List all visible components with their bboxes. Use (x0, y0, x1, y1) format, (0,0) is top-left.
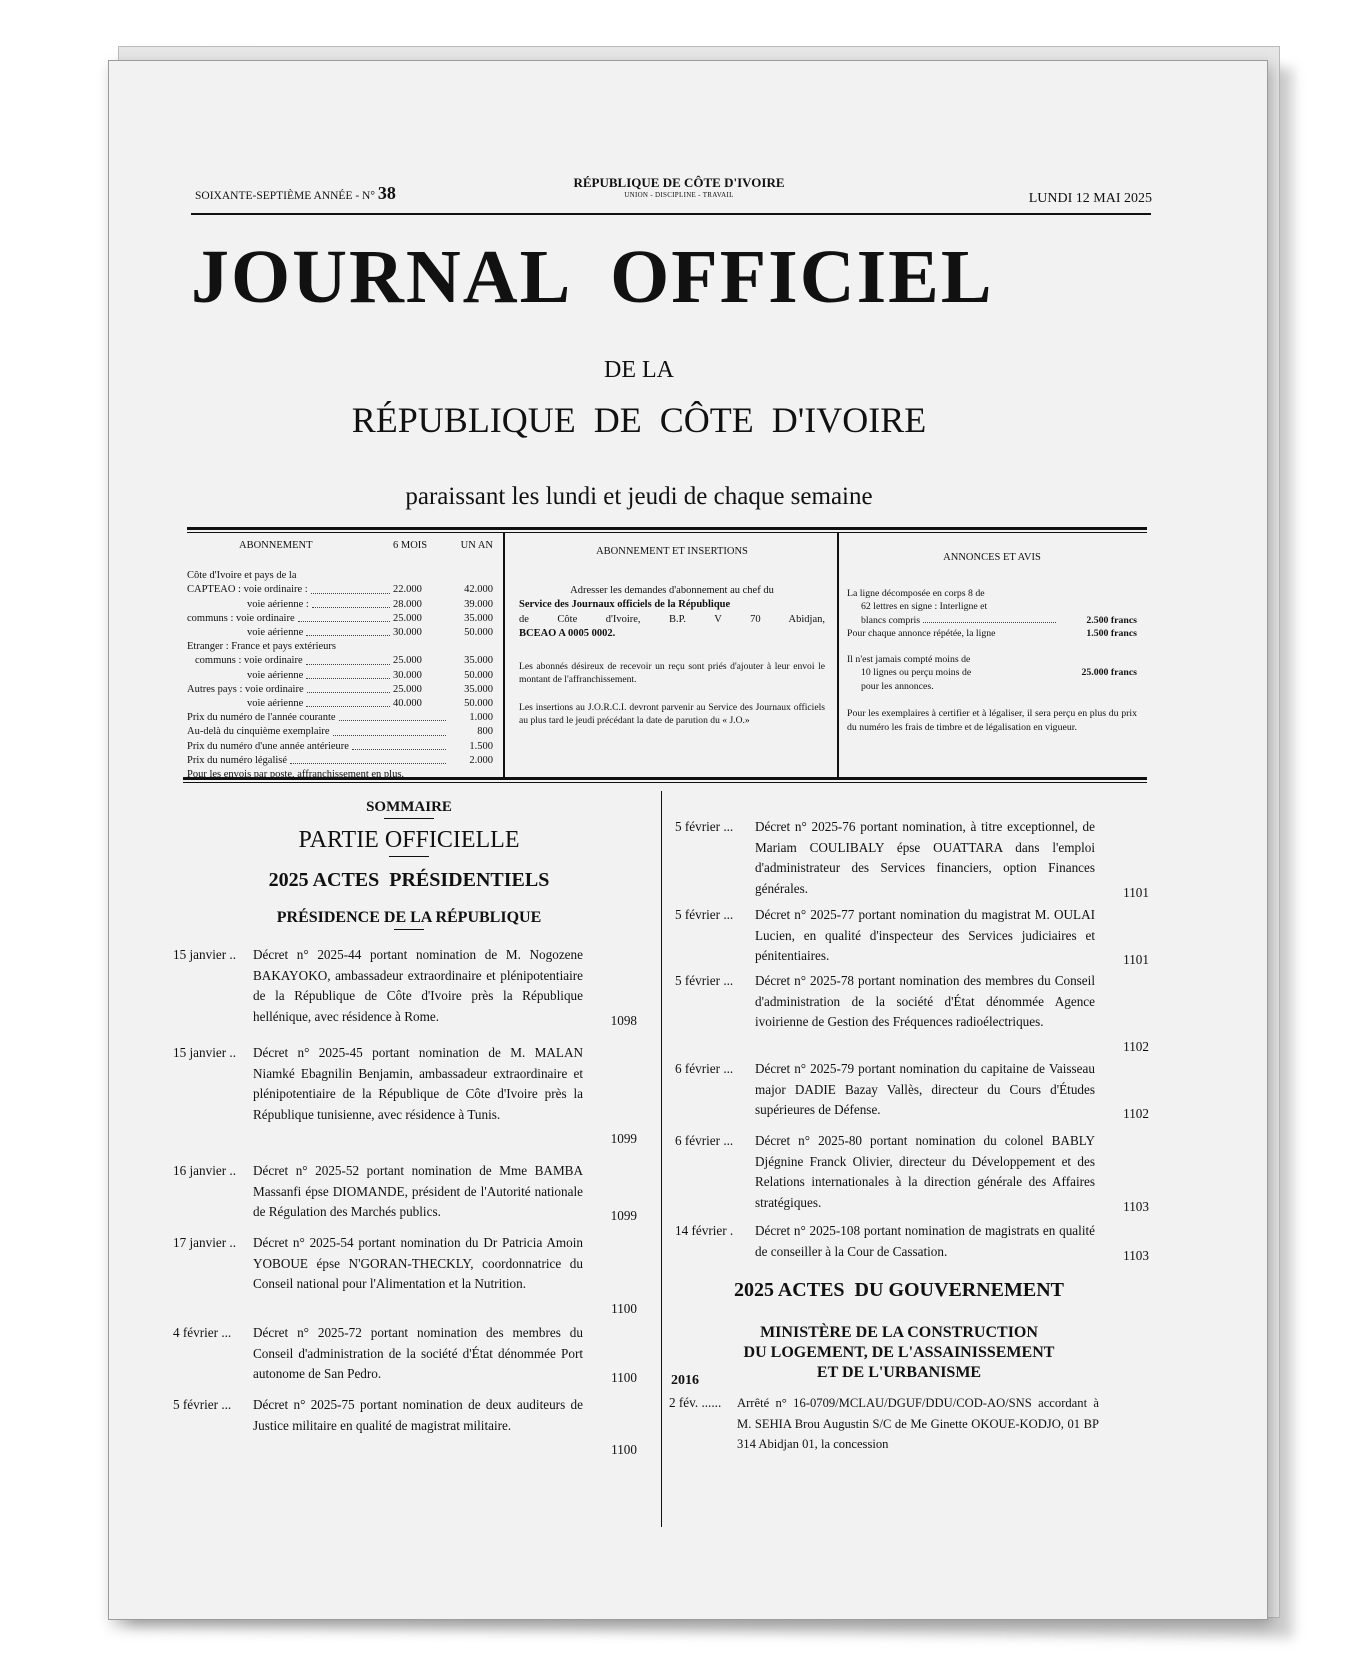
abonnement-prices (187, 711, 493, 768)
abonnement-row (187, 598, 493, 612)
journal-page (108, 60, 1268, 1620)
abonnement-row-1an: 50.000 (464, 627, 493, 639)
abonnement-row (187, 612, 493, 626)
toc-entry-date: 6 février ... (675, 1133, 734, 1148)
abonnement-row-label: communs : voie ordinaire (195, 655, 303, 667)
republic-motto: UNION - DISCIPLINE - TRAVAIL (624, 191, 734, 199)
abonnement-row (187, 640, 493, 654)
toc-entry-page: 1099 (610, 1131, 637, 1146)
annonces-v3: 25.000 francs (1081, 667, 1137, 678)
annonces-v1: 2.500 francs (1086, 614, 1137, 626)
insertions-p1d: BCEAO A 0005 0002. (519, 628, 616, 639)
insertions-p1b: Service des Journaux officiels de la République (519, 599, 731, 610)
annonces-l5: Il n'est jamais compté moins de (847, 653, 971, 665)
price-value: 800 (477, 726, 493, 738)
partie-officielle: PARTIE OFFICIELLE (298, 827, 520, 853)
abonnement-row-6mois: 30.000 (393, 627, 422, 639)
info-divider-2 (837, 533, 839, 777)
toc-entry-page: 1101 (1123, 884, 1149, 900)
annonces-l1: La ligne décomposée en corps 8 de (847, 587, 985, 599)
header-rule (191, 213, 1151, 215)
toc-entry-date: 15 janvier .. (173, 1045, 236, 1060)
toc-entry-date: 15 janvier .. (173, 947, 236, 962)
insertions-p1c: de Côte d'Ivoire, B.P. V 70 Abidjan, (519, 613, 825, 625)
abonnement-row-6mois (393, 640, 449, 654)
year-2016: 2016 (671, 1373, 699, 1388)
toc-entry-text: Décret n° 2025-72 portant nomination des membres du Conseil d'administration de la société d'État dénommée Port autonome de San Pedro. (253, 1325, 583, 1381)
title-country: RÉPUBLIQUE DE CÔTE D'IVOIRE (351, 400, 927, 440)
toc-entry-text: Décret n° 2025-79 portant nomination du capitaine de Vaisseau major DADIE Bazay Vallès, directeur du Cours d'Études supérieures de Défense. (755, 1061, 1095, 1117)
republic-name: RÉPUBLIQUE DE CÔTE D'IVOIRE (573, 175, 785, 190)
insertions-p1a: Adresser les demandes d'abonnement au chef du (570, 584, 774, 596)
annonces-l4: Pour chaque annonce répétée, la ligne (847, 628, 996, 639)
abonnement-table (187, 539, 493, 782)
abonnement-row-6mois: 28.000 (393, 598, 422, 610)
insertions-p3: Les insertions au J.O.R.C.I. devront parvenir au Service des Journaux officiels au plus tard le jeudi précédant la date de parution du « J.O.» (519, 701, 825, 726)
price-label: Au-delà du cinquième exemplaire (187, 726, 330, 738)
abonnement-row-label: voie aérienne : (247, 598, 309, 610)
toc-entry-text: Décret n° 2025-54 portant nomination du Dr Patricia Amoin YOBOUE épse N'GORAN-THECKLY, coordonnatrice du Conseil national pour l'Alimentation et la Nutrition. (253, 1235, 583, 1291)
toc-entry-text: Décret n° 2025-75 portant nomination de deux auditeurs de Justice militaire en qualité de magistrat militaire. (253, 1397, 583, 1433)
publication-tagline: paraissant les lundi et jeudi de chaque semaine (405, 483, 873, 510)
abonnement-header (187, 539, 493, 553)
ministere-line-2: DU LOGEMENT, DE L'ASSAINISSEMENT (743, 1344, 1055, 1361)
toc-entry-text: Décret n° 2025-108 portant nomination de magistrats en qualité de conseiller à la Cour de Cassation. (755, 1223, 1095, 1259)
price-value: 2.000 (469, 754, 493, 766)
abonnement-row-label: CAPTEAO : voie ordinaire : (187, 584, 308, 596)
toc-entry-text: Décret n° 2025-52 portant nomination de Mme BAMBA Massanfi épse DIOMANDE, président de l'Autorité nationale de Régulation des Marchés publics. (253, 1163, 583, 1219)
presidence-wrap (209, 909, 609, 930)
issue-date: LUNDI 12 MAI 2025 (1028, 191, 1152, 206)
actes-gouvernement: 2025 ACTES DU GOUVERNEMENT (733, 1279, 1065, 1301)
abonnement-row (187, 626, 493, 640)
toc-entry-date: 17 janvier .. (173, 1235, 236, 1250)
ministere-line-1: MINISTÈRE DE LA CONSTRUCTION (760, 1324, 1038, 1341)
abonnement-row-1an: 50.000 (464, 698, 493, 710)
abonnement-row (187, 583, 493, 597)
abonnement-row-1an: 42.000 (464, 584, 493, 596)
sommaire-title: SOMMAIRE (366, 799, 452, 815)
ministere-line-3: ET DE L'URBANISME (816, 1364, 982, 1381)
year-label-text: SOIXANTE-SEPTIÈME ANNÉE - N° (195, 190, 375, 202)
price-label: Prix du numéro d'une année antérieure (187, 740, 349, 752)
price-row (187, 754, 493, 768)
toc-entry-page: 1100 (611, 1370, 637, 1385)
presidence-heading: PRÉSIDENCE DE LA RÉPUBLIQUE (276, 909, 542, 926)
abonnement-row-1an (449, 640, 493, 654)
toc-entry-text: Décret n° 2025-80 portant nomination du colonel BABLY Djégnine Franck Olivier, directeur du Développement et des Relations internationales à la direction générale des Affaires stratégiques. (755, 1133, 1095, 1210)
toc-entry-text: Décret n° 2025-76 portant nomination, à titre exceptionnel, de Mariam COULIBALY épse OUATTARA dans l'emploi d'administrateur des Services financiers, option Finances générales. (755, 819, 1095, 896)
journal-title: JOURNAL OFFICIEL (191, 235, 994, 319)
toc-entry-text: Décret n° 2025-45 portant nomination de M. MALAN Niamké Ebagnilin Benjamin, ambassadeur extraordinaire et plénipotentiaire de la République de Côte d'Ivoire près la République tunisienne, avec résidence à Tunis. (253, 1045, 583, 1122)
abonnement-row-label: voie aérienne (247, 698, 304, 710)
toc-entry-page: 1100 (611, 1442, 637, 1457)
title-de-la: DE LA (604, 357, 674, 383)
insertions-p2: Les abonnés désireux de recevoir un reçu sont priés d'ajouter à leur envoi le montant de l'affranchissement. (519, 660, 825, 685)
toc-entry-date: 5 février ... (675, 819, 734, 834)
abonnement-row-label: Etranger : France et pays extérieurs (187, 641, 336, 653)
price-row (187, 711, 493, 725)
partie-officielle-wrap (209, 827, 609, 857)
toc-entry-page: 1102 (1123, 1038, 1149, 1054)
abonnement-rows (187, 569, 493, 711)
year-label (195, 183, 396, 204)
abonnement-row-6mois: 22.000 (393, 584, 422, 596)
price-row (187, 740, 493, 754)
insertions-block (519, 545, 825, 728)
annonces-l6: 10 lignes ou perçu moins de (861, 667, 972, 678)
toc-entry-text: Décret n° 2025-78 portant nomination des membres du Conseil d'administration de la société d'État dénommée Agence ivoirienne de Gestion des Fréquences radioélectriques. (755, 973, 1095, 1029)
info-divider-1 (503, 533, 505, 777)
abonnement-row-1an: 35.000 (464, 655, 493, 667)
abonnement-row-label: communs : voie ordinaire (187, 612, 295, 624)
price-label: Prix du numéro de l'année courante (187, 712, 336, 724)
abonnement-row-6mois: 25.000 (393, 612, 422, 624)
annonces-head: ANNONCES ET AVIS (943, 552, 1041, 563)
annonces-block (847, 551, 1137, 734)
ministere-block (689, 1323, 1109, 1383)
abonnement-row-label: Côte d'Ivoire et pays de la (187, 570, 297, 582)
toc-entry-page: 1103 (1123, 1198, 1149, 1214)
toc-entry-date: 14 février . (675, 1223, 734, 1238)
last-entry-text: Arrêté n° 16-0709/MCLAU/DGUF/DDU/COD-AO/SNS accordant à M. SEHIA Brou Augustin S/C de Me Ginette OKOUE-KODJO, 01 BP 314 Abidjan 01, la concession (737, 1396, 1099, 1451)
issue-number: 38 (377, 183, 396, 203)
toc-entry-date: 5 février ... (675, 973, 734, 988)
annonces-l2: 62 lettres en signe : Interligne et (861, 601, 988, 612)
toc-column-divider (661, 791, 662, 1527)
toc-entry-page: 1098 (610, 1012, 637, 1028)
toc-entry-page: 1099 (610, 1208, 637, 1223)
sommaire-title-wrap (259, 799, 559, 819)
price-label: Prix du numéro légalisé (187, 754, 288, 766)
toc-entry-date: 6 février ... (675, 1061, 734, 1076)
toc-entry-date: 5 février ... (675, 907, 734, 922)
abonnement-row-label: Autres pays : voie ordinaire (187, 683, 304, 695)
price-value: 1.500 (469, 740, 493, 752)
abonnement-row-6mois: 25.000 (393, 655, 422, 667)
abonnement-row-label: voie aérienne (247, 669, 304, 681)
toc-entry-page: 1102 (1123, 1106, 1149, 1121)
abonnement-row-1an: 50.000 (464, 669, 493, 681)
abonnement-row (187, 697, 493, 711)
un-an-head: UN AN (460, 540, 493, 551)
annonces-l3: blancs compris (861, 614, 921, 626)
six-mois-head: 6 MOIS (393, 540, 428, 551)
abonnement-row-6mois: 30.000 (393, 669, 422, 681)
abonnement-row-6mois: 40.000 (393, 698, 422, 710)
abonnement-row (187, 669, 493, 683)
abonnement-row-1an: 35.000 (464, 612, 493, 624)
abonnement-row (187, 654, 493, 668)
toc-entry-date: 16 janvier .. (173, 1163, 236, 1178)
abonnement-head: ABONNEMENT (239, 540, 313, 551)
price-value: 1.000 (469, 712, 493, 724)
toc-entry-date: 4 février ... (173, 1325, 232, 1340)
abonnement-row-1an: 39.000 (464, 598, 493, 610)
toc-entry-date: 5 février ... (173, 1397, 232, 1412)
info-box-top-rule (187, 527, 1147, 530)
price-row (187, 725, 493, 739)
insertions-head: ABONNEMENT ET INSERTIONS (596, 546, 748, 557)
last-entry-date: 2 fév. ...... (669, 1395, 722, 1410)
annonces-note: Pour les exemplaires à certifier et à légaliser, il sera perçu en plus du prix du numéro les frais de timbre et de légalisation en vigueur. (847, 708, 1137, 733)
abonnement-row-6mois (393, 569, 449, 583)
toc-entry-text: Décret n° 2025-77 portant nomination du magistrat M. OULAI Lucien, en qualité d'inspecteur des Services judiciaires et pénitentiaires. (755, 907, 1095, 963)
abonnement-row-label: voie aérienne (247, 627, 304, 639)
info-box-top-rule-thin (187, 532, 1147, 533)
toc-entry-page: 1100 (611, 1300, 637, 1316)
toc-entry-page: 1103 (1123, 1247, 1149, 1263)
annonces-v2: 1.500 francs (1086, 628, 1137, 639)
actes-presidentiels: 2025 ACTES PRÉSIDENTIELS (268, 869, 550, 891)
abonnement-row-1an (449, 569, 493, 583)
abonnement-row (187, 683, 493, 697)
abonnement-footer: Pour les envois par poste, affranchissement en plus. (187, 769, 405, 781)
abonnement-row-6mois: 25.000 (393, 683, 422, 695)
annonces-l7: pour les annonces. (861, 680, 934, 692)
toc-entry-page: 1101 (1123, 952, 1149, 967)
republic-block (509, 175, 849, 199)
abonnement-row-1an: 35.000 (464, 683, 493, 695)
abonnement-row (187, 569, 493, 583)
toc-entry-text: Décret n° 2025-44 portant nomination de M. Nogozene BAKAYOKO, ambassadeur extraordinaire et plénipotentiaire de la République de Côte d'Ivoire près la République hellénique, avec résidence à Rome. (253, 947, 583, 1024)
